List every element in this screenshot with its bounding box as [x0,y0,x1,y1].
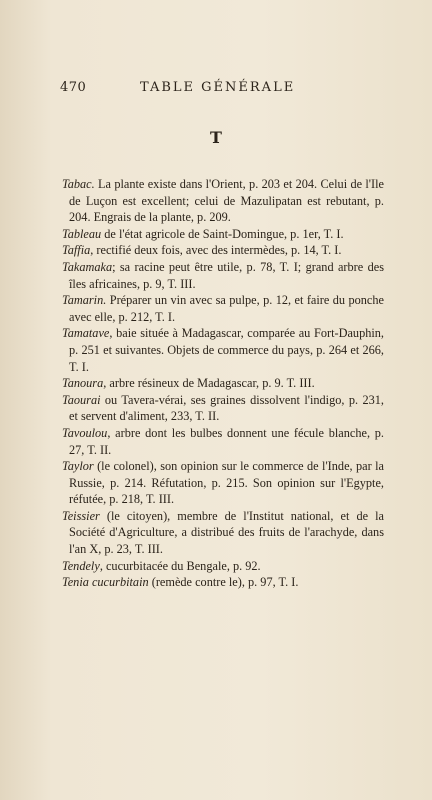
index-entry [62,425,384,458]
entry-term: Takamaka [62,259,113,274]
entry-text: (le citoyen), membre de l'Institut national, et de la Société d'Agriculture, a distribué des fruits de l'arachyde, dans l'an X, p. 23, T. III. [69,508,384,557]
entry-term: Taffia [62,243,91,258]
index-entry [62,176,384,226]
entry-term: Tableau [62,226,102,241]
entry-term: Tenia cucurbitain [62,575,149,590]
index-entry [62,392,384,425]
entry-term: Taylor [62,459,94,474]
entry-text: , cucurbitacée du Bengale, p. 92. [99,558,261,573]
index-entry [62,226,384,243]
entry-term: Tavoulou [62,425,108,440]
entry-text: , arbre résineux de Madagascar, p. 9. T. III. [103,376,315,391]
page-header [60,80,380,100]
entry-text: (remède contre le), p. 97, T. I. [148,575,299,590]
entry-text: ou Tavera-vérai, ses graines dissolvent l'indigo, p. 231, et servent d'aliment, 233, T. II. [69,392,384,424]
entry-term: Tamarin. [62,293,107,308]
entry-term: Tendely [62,558,100,573]
index-entry [62,508,384,558]
index-entry [62,558,384,575]
entry-text: (le colonel), son opinion sur le commerce de l'Inde, par la Russie, p. 214. Réfutation, p. 215. Son opinion sur l'Egypte, réfutée, p. 218, T. III. [69,459,384,507]
entry-text: Préparer un vin avec sa pulpe, p. 12, et faire du ponche avec elle, p. 212, T. I. [69,293,384,324]
index-entry [62,375,384,392]
entry-term: Tabac. [62,177,95,191]
entry-term: Taourai [62,392,101,407]
index-entry [62,458,384,508]
entry-text: , rectifié deux fois, avec des intermèdes, p. 14, T. I. [90,243,342,258]
entry-text: ; sa racine peut être utile, p. 78, T. I; grand arbre des îles africaines, p. 9, T. III. [69,259,384,291]
entry-term: Teissier [62,508,100,523]
index-entry [62,574,384,591]
running-head: TABLE GÉNÉRALE [140,80,296,95]
entry-text: de l'état agricole de Saint-Domingue, p. 1er, T. I. [101,226,344,241]
index-entries [62,176,384,591]
entry-text: , baie située à Madagascar, comparée au Fort-Dauphin, p. 251 et suivantes. Objets de commerce du pays, p. 264 et 266, T. I. [69,326,384,374]
index-entry [62,325,384,375]
index-entry [62,259,384,292]
index-entry [62,242,384,259]
index-entry [62,292,384,325]
page-number: 470 [60,80,87,95]
entry-text: , arbre dont les bulbes donnent une fécule blanche, p. 27, T. II. [69,425,384,457]
section-letter: T [210,128,222,147]
entry-term: Tamatave [62,326,110,341]
entry-term: Tanoura [62,376,104,391]
entry-text: La plante existe dans l'Orient, p. 203 et 204. Celui de l'Ile de Luçon est excellent; celui de Mazulipatan est rebutant, p. 204. Engrais de la plante, p. 209. [69,177,384,225]
